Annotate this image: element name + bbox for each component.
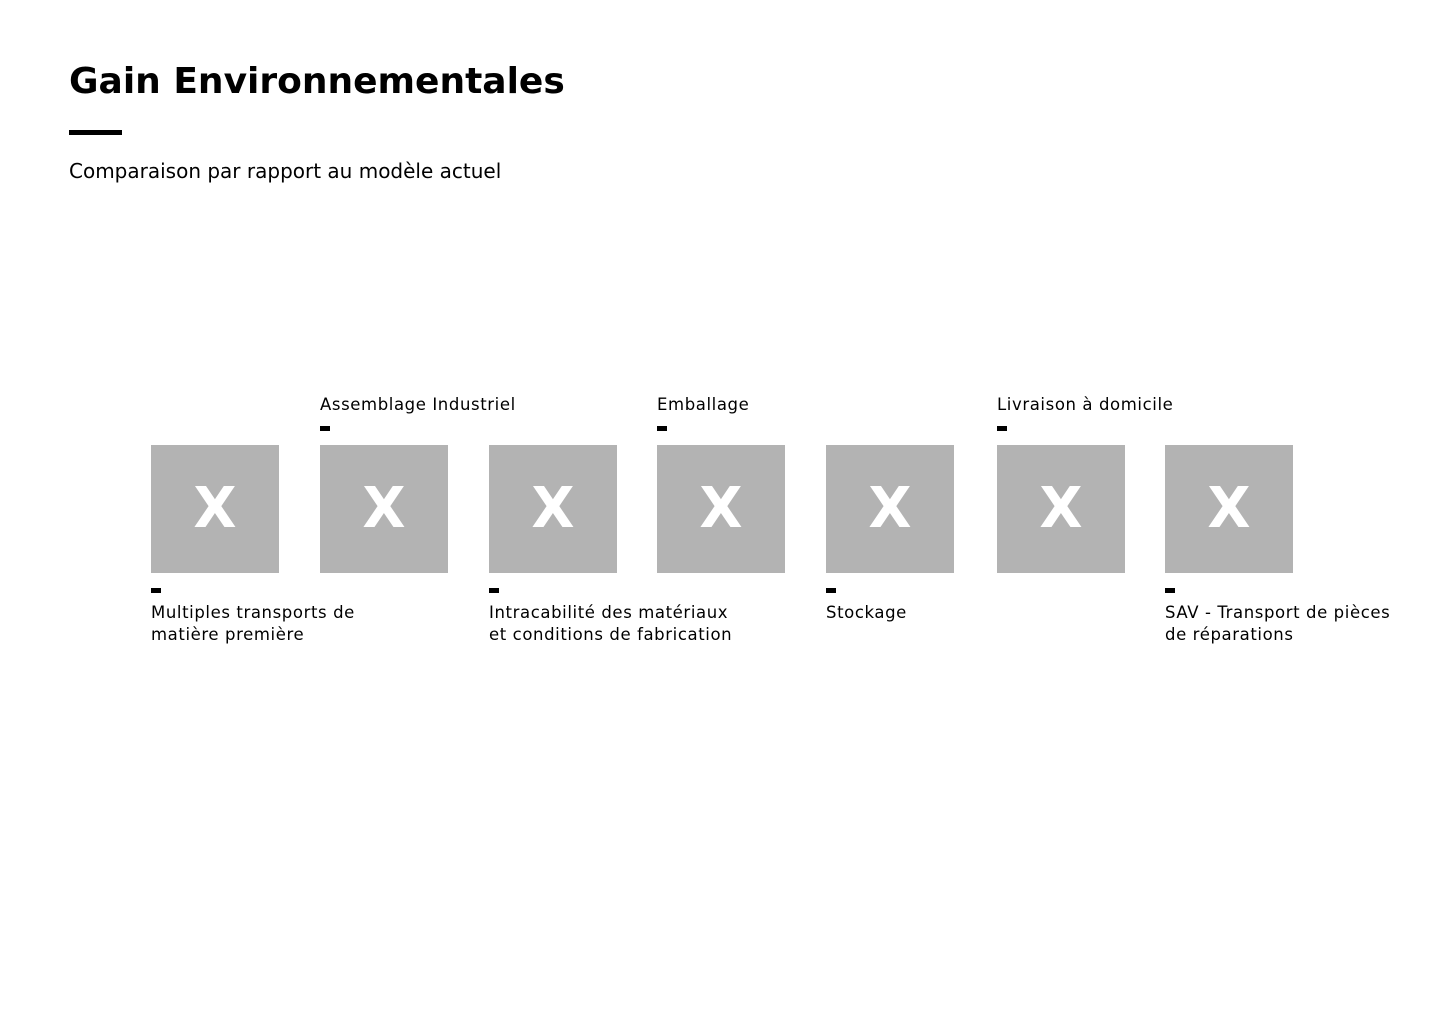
step-mark-2: X [362, 476, 406, 541]
step-dash-bottom [826, 588, 836, 593]
step-mark-5: X [868, 476, 912, 541]
step-dash-bottom [1165, 588, 1175, 593]
step-label-transports [151, 602, 355, 646]
step-label-line: Stockage [826, 603, 907, 622]
step-box-1 [151, 445, 279, 573]
step-label-intracabilite [489, 602, 732, 646]
step-mark-1: X [193, 476, 237, 541]
step-box-2 [320, 445, 448, 573]
step-box-3 [489, 445, 617, 573]
step-box-6 [997, 445, 1125, 573]
step-mark-4: X [699, 476, 743, 541]
page-subtitle: Comparaison par rapport au modèle actuel [69, 159, 502, 183]
step-label-sav [1165, 602, 1390, 646]
step-box-7 [1165, 445, 1293, 573]
step-label-emballage: Emballage [657, 395, 750, 414]
step-dash-bottom [151, 588, 161, 593]
step-label-line: SAV - Transport de pièces [1165, 603, 1391, 622]
step-label-line: Multiples transports de [151, 603, 355, 622]
step-label-assemblage: Assemblage Industriel [320, 395, 516, 414]
step-dash-bottom [489, 588, 499, 593]
step-mark-3: X [531, 476, 575, 541]
step-label-line: matière première [151, 625, 305, 644]
step-mark-7: X [1207, 476, 1251, 541]
step-dash-top [657, 426, 667, 431]
step-box-4 [657, 445, 785, 573]
step-label-line: et conditions de fabrication [489, 625, 733, 644]
step-label-livraison: Livraison à domicile [997, 395, 1174, 414]
step-dash-top [997, 426, 1007, 431]
step-label-line: Intracabilité des matériaux [489, 603, 729, 622]
step-mark-6: X [1039, 476, 1083, 541]
step-dash-top [320, 426, 330, 431]
step-box-5 [826, 445, 954, 573]
page-title: Gain Environnementales [69, 61, 565, 102]
title-underline [69, 130, 122, 135]
step-label-stockage [826, 602, 907, 624]
step-label-line: de réparations [1165, 625, 1294, 644]
